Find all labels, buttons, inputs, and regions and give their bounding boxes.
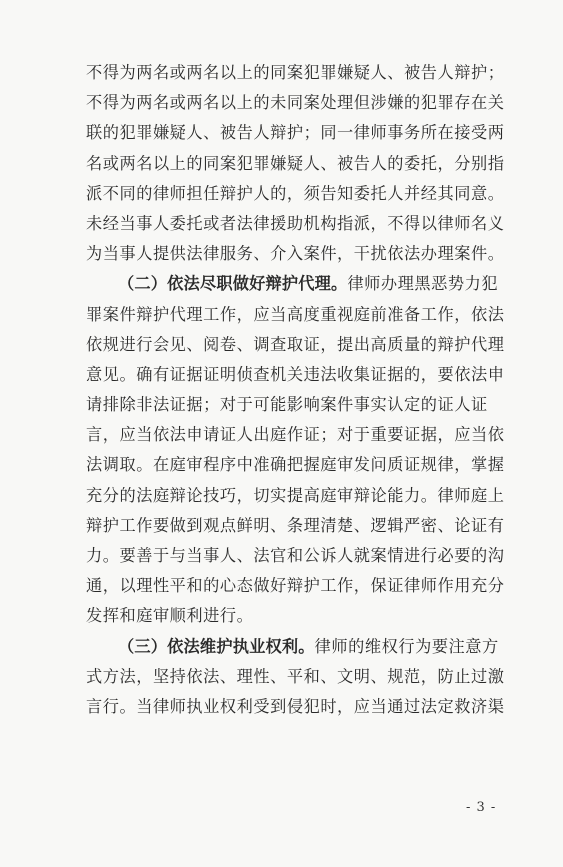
body-text-line [86, 179, 505, 209]
paragraph-text: 依规进行会见、阅卷、调查取证，提出高质量的辩护代理 [86, 334, 505, 354]
paragraph-text: 律师的维权行为要注意方 [314, 636, 499, 656]
section-heading: （二）依法尽职做好辩护代理。 [118, 274, 348, 294]
body-text-line [86, 239, 505, 269]
paragraph-text: 请排除非法证据；对于可能影响案件事实认定的证人证 [86, 395, 488, 415]
body-text-line [86, 601, 502, 631]
body-text-line [86, 118, 505, 148]
paragraph-text: 未经当事人委托或者法律援助机构指派，不得以律师名义 [86, 213, 505, 233]
paragraph-text: 为当事人提供法律服务、介入案件，干扰依法办理案件。 [86, 244, 505, 264]
body-text-line [86, 390, 502, 420]
section-heading: （三）依法维护执业权利。 [118, 636, 315, 656]
body-text-line [86, 450, 505, 480]
paragraph-text: 力。要善于与当事人、法官和公诉人就案情进行必要的沟 [86, 546, 505, 565]
page-number: - 3 - [466, 800, 497, 815]
paragraph-text: 意见。确有证据证明侦查机关违法收集证据的，要依法申 [86, 364, 505, 384]
body-text-line [86, 420, 505, 450]
body-text-line [86, 330, 505, 360]
paragraph-text: 派不同的律师担任辩护人的，须告知委托人并经其同意。 [86, 183, 505, 203]
body-text-line [86, 209, 505, 239]
paragraph-text: 式方法，坚持依法、理性、平和、文明、规范，防止过激 [86, 666, 505, 686]
section-heading-line [86, 269, 502, 299]
paragraph-text: 发挥和庭审顺利进行。 [86, 606, 254, 626]
paragraph-text: 法调取。在庭审程序中准确把握庭审发问质证规律，掌握 [86, 455, 505, 475]
paragraph-text: 言行。当律师执业权利受到侵犯时，应当通过法定救济渠 [86, 696, 505, 716]
paragraph-text: 联的犯罪嫌疑人、被告人辩护；同一律师事务所在接受两 [86, 123, 505, 143]
body-text-line [86, 58, 505, 88]
body-text-line [86, 149, 505, 179]
body-text-line [86, 571, 505, 601]
body-text-line [86, 541, 505, 571]
paragraph-text: 罪案件辩护代理工作，应当高度重视庭前准备工作，依法 [86, 304, 505, 324]
paragraph-text: 律师办理黑恶势力犯 [347, 274, 499, 294]
document-body [86, 58, 505, 722]
paragraph-text: 不得为两名或两名以上的未同案处理但涉嫌的犯罪存在关 [86, 93, 505, 113]
paragraph-text: 通，以理性平和的心态做好辩护工作，保证律师作用充分 [86, 576, 505, 596]
paragraph-text: 充分的法庭辩论技巧，切实提高庭审辩论能力。律师庭上 [86, 485, 505, 505]
body-text-line [86, 88, 505, 118]
paragraph-text: 言，应当依法申请证人出庭作证；对于重要证据，应当依 [86, 425, 505, 445]
paragraph-text: 名或两名以上的同案犯罪嫌疑人、被告人的委托，分别指 [86, 153, 505, 173]
body-text-line [86, 360, 505, 390]
body-text-line [86, 511, 505, 541]
body-text-line [86, 300, 505, 330]
body-text-line [86, 692, 505, 722]
body-text-line [86, 662, 505, 692]
section-heading-line [86, 632, 502, 662]
paragraph-text: 辩护工作要做到观点鲜明、条理清楚、逻辑严密、论证有 [86, 515, 505, 535]
paragraph-text: 不得为两名或两名以上的同案犯罪嫌疑人、被告人辩护； [86, 63, 505, 82]
body-text-line [86, 481, 505, 511]
